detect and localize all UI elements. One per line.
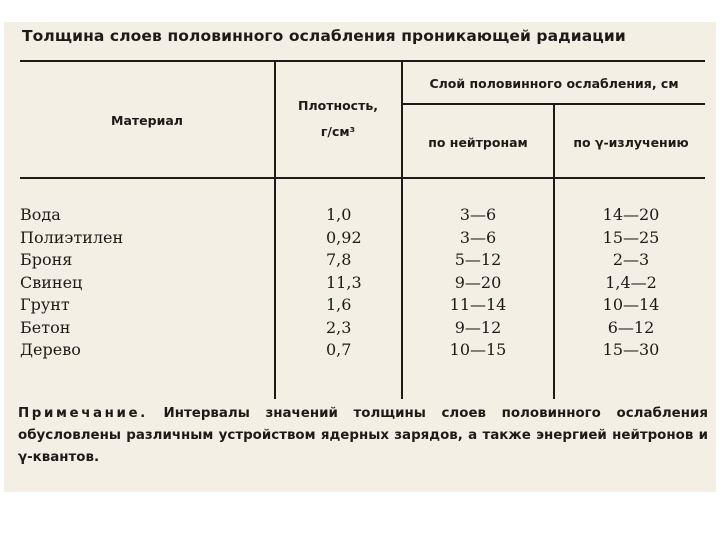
cell-gamma: 15—30 [602,340,660,359]
column-divider-3 [553,104,555,399]
cell-material: Свинец [20,272,83,292]
header-gamma: по γ-излучению [573,135,689,150]
cell-gamma: 6—12 [607,317,655,337]
cell-material: Грунт [20,295,70,314]
cell-gamma: 14—20 [602,205,660,224]
cell-density: 0,7 [326,340,352,359]
column-divider-1 [274,62,276,399]
cell-neutrons: 3—6 [459,227,497,247]
header-density-unit: г/см³ [320,124,356,139]
page-title: Толщина слоев половинного ослабления проникающей радиации [22,27,626,45]
footnote-text: Интервалы значений толщины слоев половинного ослабления обусловлены различным устройством ядерных зарядов, а также энергией нейтронов и γ-квантов. [18,406,708,465]
header-material: Материал [111,113,183,128]
cell-density: 11,3 [326,272,362,292]
column-divider-2 [401,62,403,399]
cell-neutrons: 3—6 [459,205,497,224]
header-bottom-rule [20,177,705,179]
header-density: Плотность, [298,98,378,113]
cell-gamma: 2—3 [612,250,650,269]
cell-material: Дерево [20,340,81,359]
cell-material: Полиэтилен [20,227,124,247]
cell-density: 1,6 [326,295,352,314]
group-header-rule [402,103,705,105]
cell-material: Бетон [20,317,71,337]
cell-material: Вода [20,205,61,224]
header-half-value-layer: Слой половинного ослабления, см [429,76,679,91]
cell-gamma: 15—25 [602,227,660,247]
cell-neutrons: 11—14 [449,295,507,314]
cell-neutrons: 10—15 [449,340,507,359]
cell-neutrons: 9—12 [454,317,502,337]
cell-neutrons: 9—20 [454,272,502,292]
cell-gamma: 1,4—2 [605,272,657,292]
cell-neutrons: 5—12 [454,250,502,269]
cell-density: 2,3 [326,317,352,337]
table-footnote [18,403,708,469]
cell-density: 0,92 [326,227,362,247]
header-neutrons: по нейтронам [428,135,528,150]
cell-density: 7,8 [326,250,352,269]
footnote-lead: Примечание. [18,406,148,421]
cell-material: Броня [20,250,73,269]
cell-density: 1,0 [326,205,352,224]
cell-gamma: 10—14 [602,295,660,314]
table-top-rule [20,60,705,62]
